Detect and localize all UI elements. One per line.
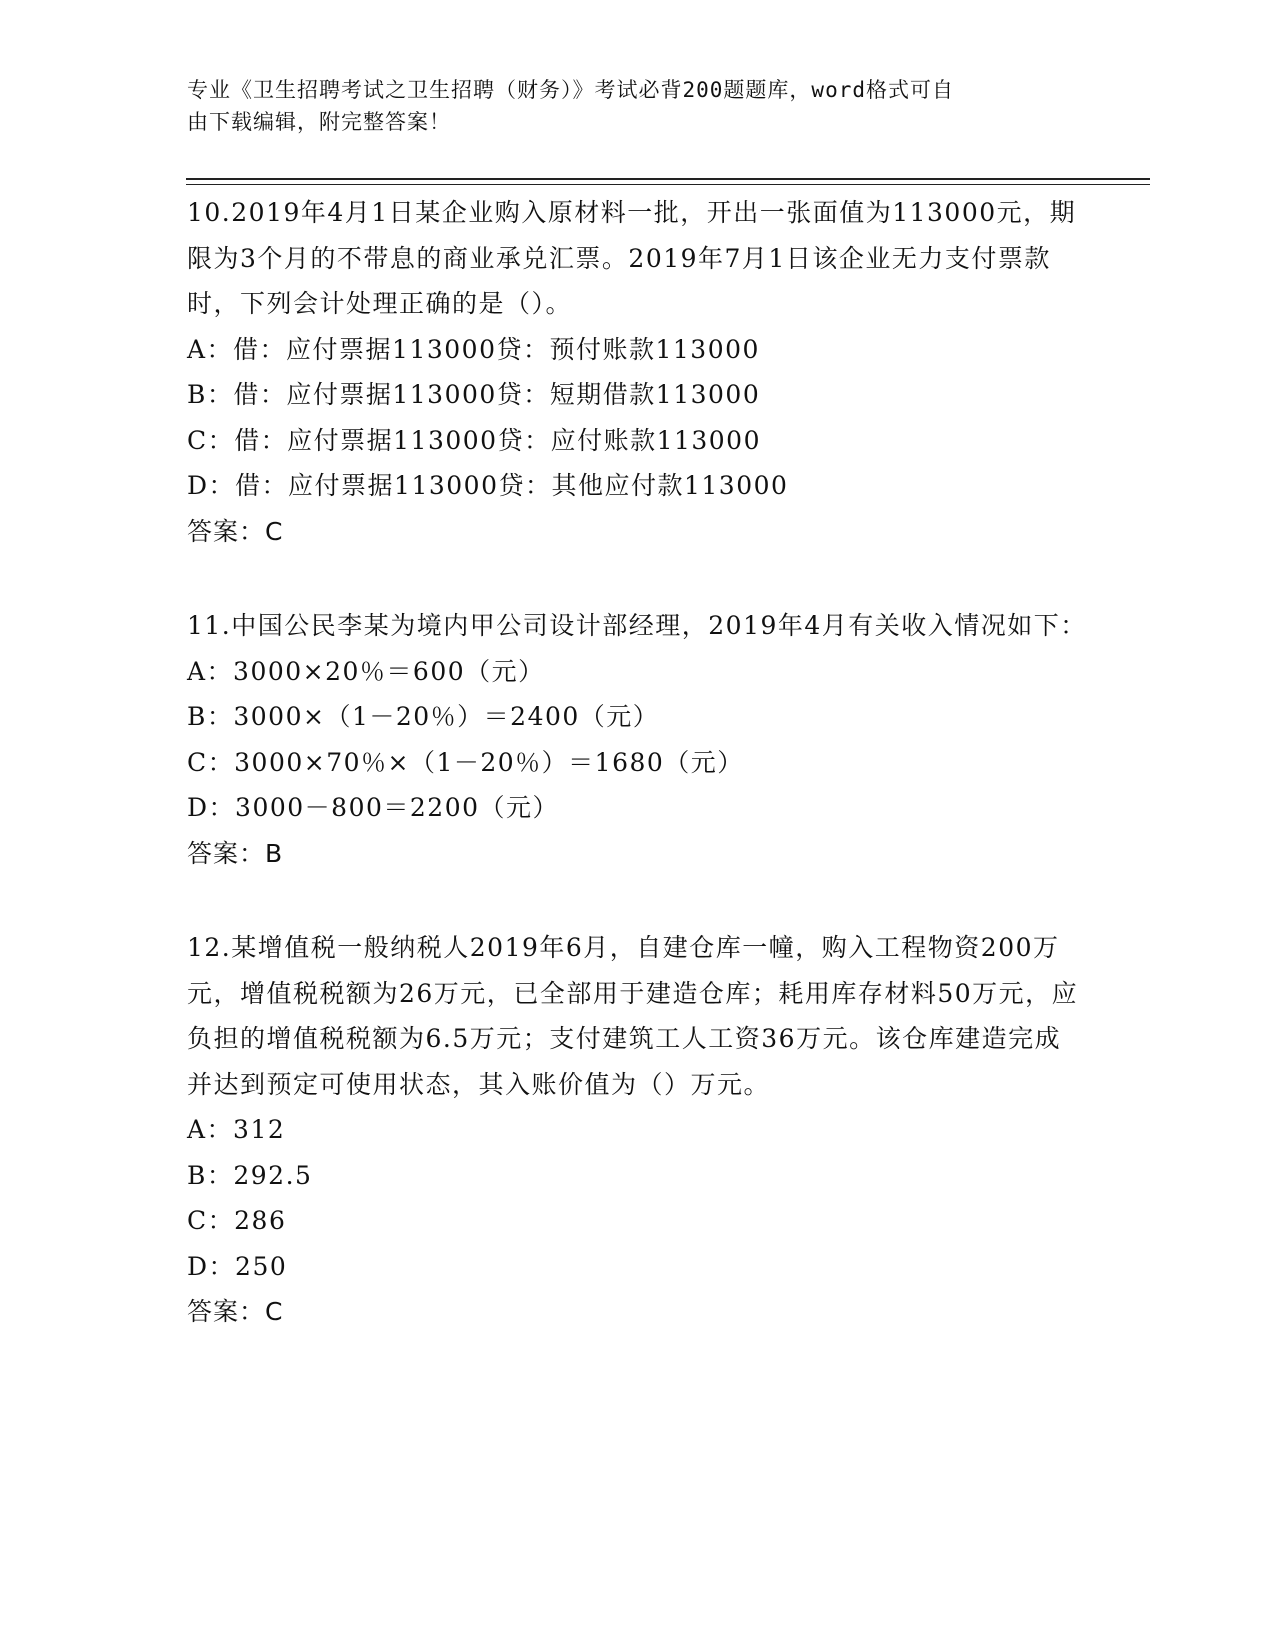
option-a: A：312: [187, 1115, 286, 1144]
document-header: [187, 74, 1067, 138]
answer: 答案：B: [187, 838, 284, 868]
header-line-1: 专业《卫生招聘考试之卫生招聘（财务）》考试必背200题题库，word格式可自: [187, 78, 954, 102]
option-c: C：3000×70％×（1－20％）＝1680（元）: [187, 747, 744, 777]
header-divider-thin: [186, 184, 1150, 185]
option-a: A：借：应付票据113000贷：预付账款113000: [187, 334, 760, 364]
option-d: D：3000－800＝2200（元）: [187, 793, 560, 822]
option-d: D：借：应付票据113000贷：其他应付款113000: [187, 471, 789, 500]
option-c: C：借：应付票据113000贷：应付账款113000: [187, 425, 761, 455]
question-text: 12.某增值税一般纳税人2019年6月，自建仓库一幢，购入工程物资200万元，增值税税额为26万元，已全部用于建造仓库；耗用库存材料50万元，应负担的增值税税额为6.5万元；支付建筑工人工资36万元。该仓库建造完成并达到预定可使用状态，其入账价值为（）万元。: [187, 933, 1079, 1099]
option-a: A：3000×20％＝600（元）: [187, 656, 545, 686]
question-10: [187, 190, 1087, 554]
option-b: B：借：应付票据113000贷：短期借款113000: [187, 380, 761, 409]
answer: 答案：C: [187, 516, 284, 546]
option-b: B：3000×（1－20％）＝2400（元）: [187, 702, 660, 731]
answer: 答案：C: [187, 1297, 284, 1326]
option-d: D：250: [187, 1251, 288, 1281]
header-divider-thick: [186, 178, 1150, 180]
question-list: [187, 190, 1087, 1384]
header-line-2: 由下载编辑，附完整答案！: [187, 110, 451, 134]
question-text: 11.中国公民李某为境内甲公司设计部经理，2019年4月有关收入情况如下：: [187, 611, 1087, 640]
question-text: 10.2019年4月1日某企业购入原材料一批，开出一张面值为113000元，期限为3个月的不带息的商业承兑汇票。2019年7月1日该企业无力支付票款时，下列会计处理正确的是（）。: [187, 198, 1077, 318]
option-b: B：292.5: [187, 1160, 313, 1190]
question-11: [187, 603, 1087, 876]
option-c: C：286: [187, 1206, 287, 1235]
question-12: [187, 925, 1087, 1335]
